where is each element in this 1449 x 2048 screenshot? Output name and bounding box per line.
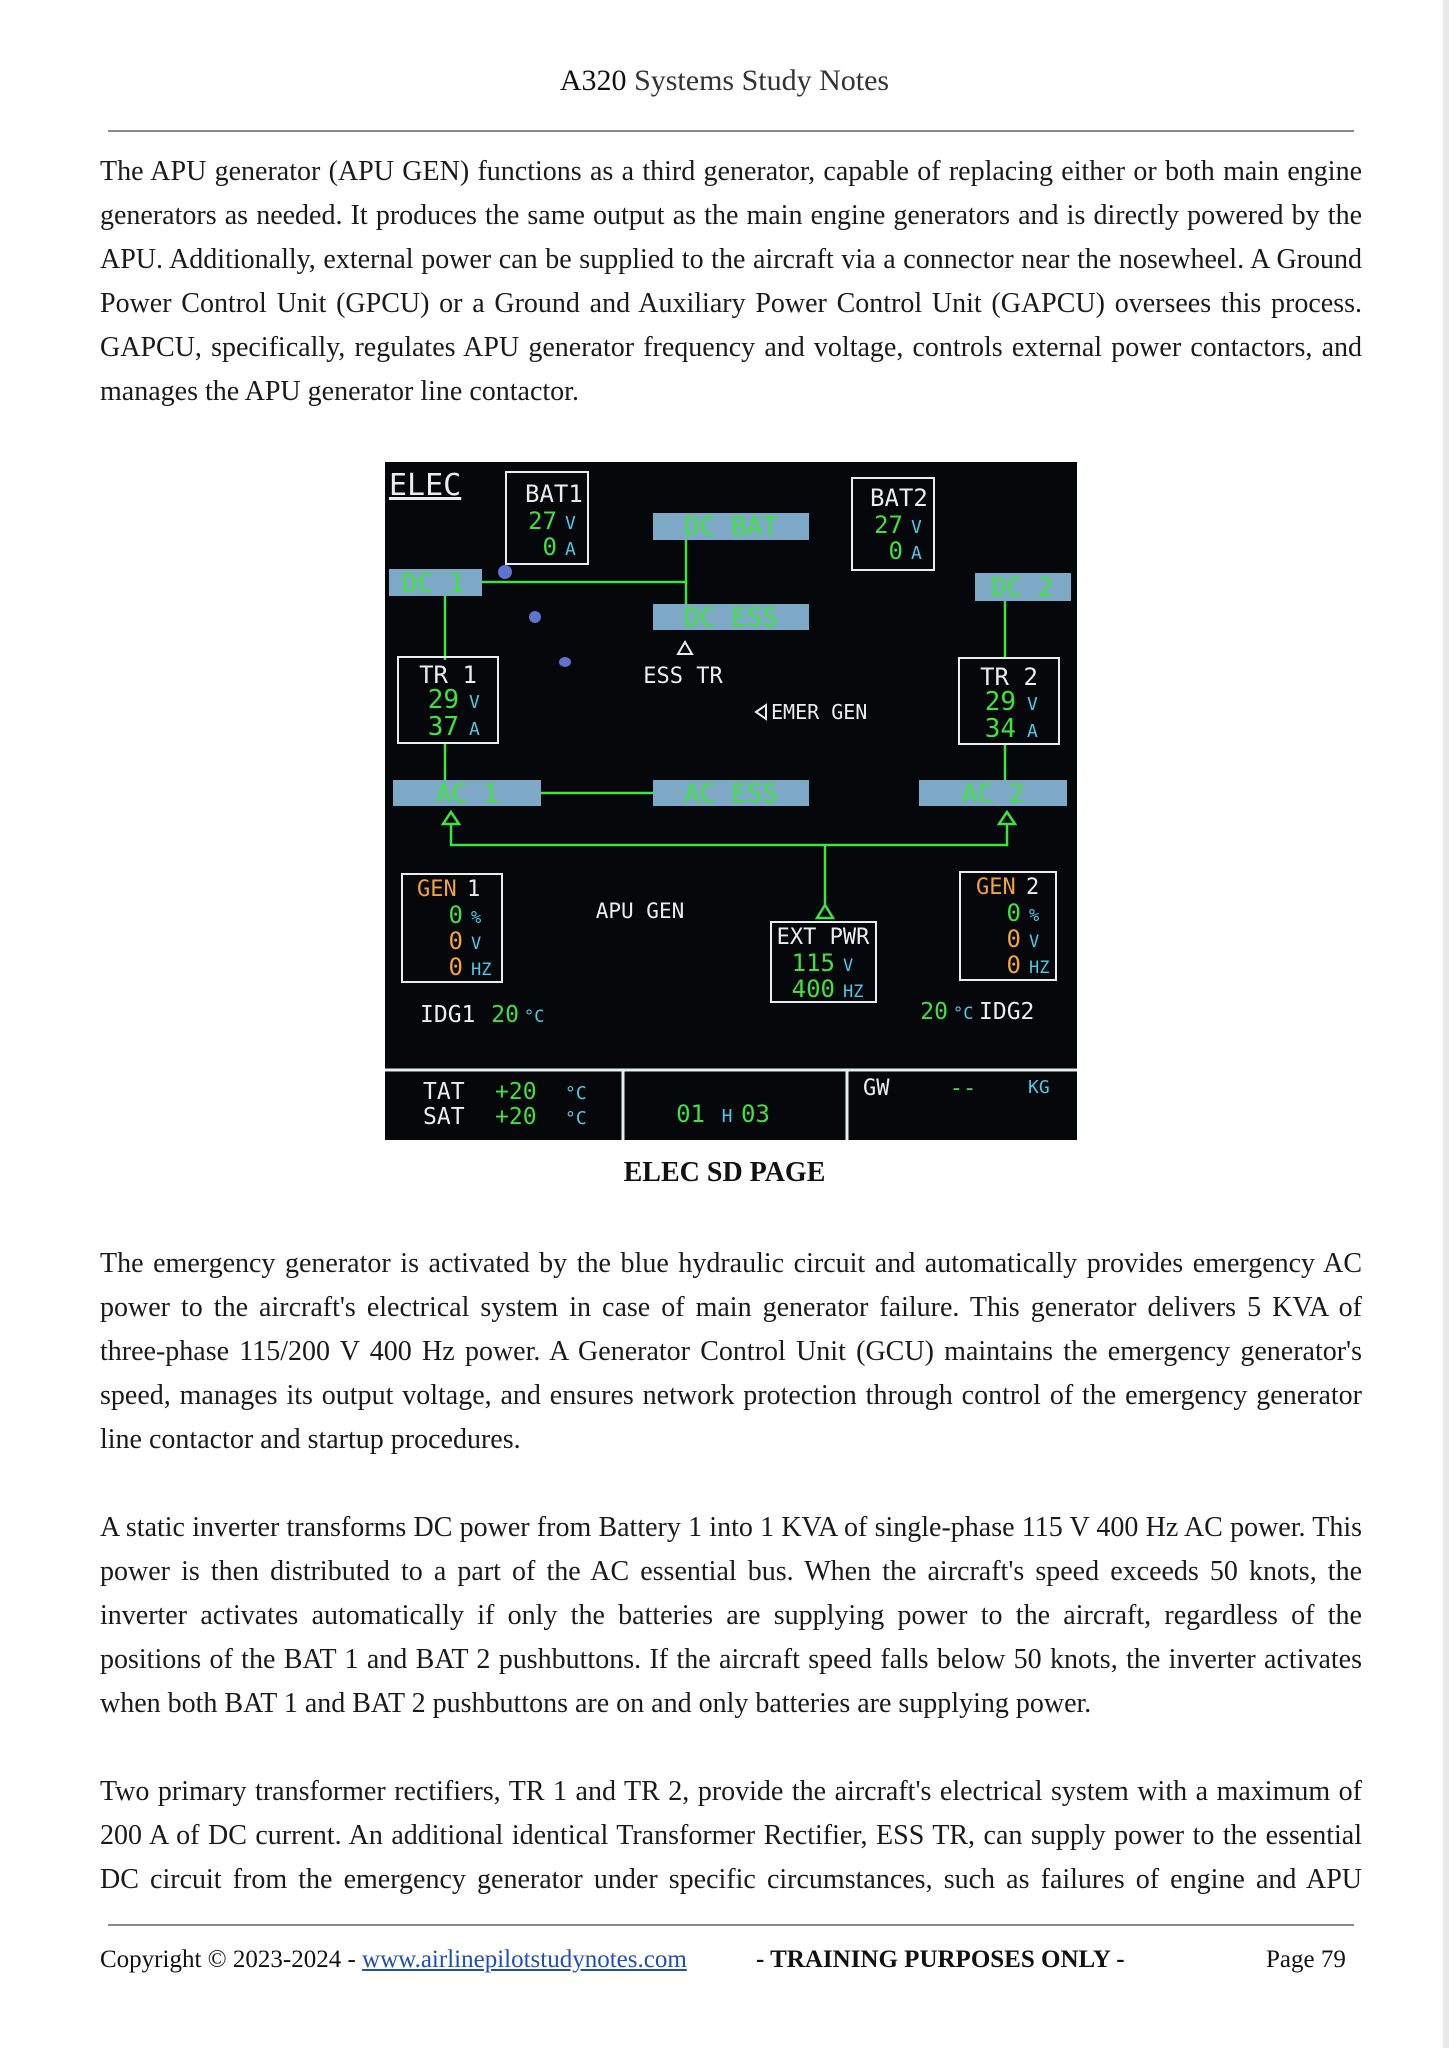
ext-pwr-hz-unit: HZ — [843, 982, 864, 1002]
paragraph-emer-gen: The emergency generator is activated by the blue hydraulic circuit and automatically provides emergency AC power to the aircraft's electrical system in case of main generator failure. This generator delivers 5 KVA of three-phase 115/200 V 400 Hz power. A Generator Control Unit (GCU) maintains the emergency generator's speed, manages its output voltage, and ensures network protection through control of the emergency generator line contactor and startup procedures. — [100, 1248, 1362, 1455]
header-title-rest: Systems Study Notes — [634, 64, 890, 97]
time-minutes: 03 — [741, 1100, 770, 1128]
gen1-hz-unit: HZ — [471, 960, 492, 980]
tat-value: +20 — [495, 1079, 537, 1105]
gen1-volts: 0 — [448, 927, 463, 955]
gw-value: -- — [949, 1076, 977, 1101]
tat-unit: °C — [565, 1083, 587, 1104]
ext-pwr-freq: 400 — [791, 975, 835, 1003]
paragraph-transformer-rectifiers: Two primary transformer rectifiers, TR 1 and TR 2, provide the aircraft's electrical system with a maximum of 200 A of DC current. An additional identical Transformer Rectifier, ESS TR, can supply power to the essential DC circuit from the emergency generator under specific circumstances, such as failures of engine and APU — [100, 1776, 1362, 1895]
gw-unit: KG — [1028, 1077, 1050, 1098]
bat1-num: 1 — [568, 480, 583, 508]
gen1-pct-unit: % — [471, 908, 482, 928]
gen2-label: GEN — [976, 875, 1016, 900]
idg2-temp: 20 — [920, 999, 948, 1025]
header-title-bold: A320 — [559, 64, 627, 97]
copyright-text: Copyright © 2023-2024 - — [100, 1946, 356, 1973]
bat2-label: BAT — [870, 484, 914, 512]
ext-pwr-volts: 115 — [791, 949, 835, 977]
elec-page-title: ELEC — [389, 468, 462, 503]
tr1-amps: 37 — [427, 712, 459, 742]
tr2-label: TR 2 — [980, 663, 1038, 691]
svg-text:BAT1 — [525, 480, 583, 508]
glare-dot — [529, 611, 541, 623]
bat1-volt-unit: V — [565, 513, 576, 534]
gen1-num: 1 — [467, 877, 481, 902]
page-header — [0, 64, 1449, 98]
bus-dc2-label: DC 2 — [990, 573, 1054, 603]
ess-tr-label: ESS TR — [643, 664, 723, 689]
paragraph-apu-gen: The APU generator (APU GEN) functions as a third generator, capable of replacing either or both main engine generators as needed. It produces the same output as the main engine generators and is directly powered by the APU. Additionally, external power can be supplied to the aircraft via a connector near the nosewheel. A Ground Power Control Unit (GPCU) or a Ground and Auxiliary Power Control Unit (GAPCU) oversees this process. GAPCU, specifically, regulates APU generator frequency and voltage, controls external power contactors, and manages the APU generator line contactor. — [100, 156, 1362, 407]
bat2-volts: 27 — [874, 511, 903, 539]
ext-pwr-volt-unit: V — [843, 956, 854, 976]
bat2-volt-unit: V — [911, 517, 922, 538]
bat2-amps: 0 — [888, 537, 903, 565]
idg2-temp-unit: °C — [953, 1004, 974, 1024]
training-notice: - TRAINING PURPOSES ONLY - — [756, 1946, 1125, 1973]
elec-sd-figure — [385, 462, 1077, 1140]
tr2-amp-unit: A — [1027, 721, 1038, 742]
tat-label: TAT — [423, 1079, 465, 1105]
sat-label: SAT — [423, 1104, 465, 1130]
gen1-freq: 0 — [448, 953, 463, 981]
idg1-temp: 20 — [491, 1002, 519, 1028]
website-link[interactable]: www.airlinepilotstudynotes.com — [362, 1946, 687, 1973]
sat-value: +20 — [495, 1104, 537, 1130]
emer-gen-label: EMER GEN — [771, 700, 868, 724]
paragraph-static-inverter: A static inverter transforms DC power from Battery 1 into 1 KVA of single-phase 115 V 400 Hz AC power. This power is then distributed to a part of the AC essential bus. When the aircraft's speed exceeds 50 knots, the inverter activates automatically if only the batteries are supplying power to the aircraft, regardless of the positions of the BAT 1 and BAT 2 pushbuttons. If the aircraft speed falls below 50 knots, the inverter activates when both BAT 1 and BAT 2 pushbuttons are on and only batteries are supplying power. — [100, 1512, 1362, 1719]
sat-unit: °C — [565, 1108, 587, 1129]
time-hours: 01 — [676, 1100, 705, 1128]
tr2-volts: 29 — [984, 687, 1016, 717]
footer-rule — [108, 1924, 1354, 1926]
bat1-amps: 0 — [542, 533, 557, 561]
header-rule — [108, 130, 1354, 132]
gen1-load: 0 — [448, 901, 463, 929]
bus-dc1-label: DC 1 — [401, 569, 465, 599]
glare-dot — [498, 565, 512, 579]
gen2-load: 0 — [1006, 899, 1021, 927]
bus-ac2-label: AC 2 — [961, 779, 1025, 809]
tr1-volt-unit: V — [469, 692, 480, 713]
bus-dc-ess-label: DC ESS — [684, 603, 778, 633]
gen1-label: GEN — [417, 877, 457, 902]
bus-ac-ess-label: AC ESS — [684, 779, 778, 809]
page-number: Page 79 — [1266, 1946, 1346, 1973]
bat1-label: BAT — [525, 480, 569, 508]
bat1-volts: 27 — [528, 507, 557, 535]
idg1-label: IDG1 — [420, 1002, 476, 1028]
tr1-volts: 29 — [427, 685, 459, 715]
bus-ac1-label: AC 1 — [435, 779, 499, 809]
bat2-amp-unit: A — [911, 543, 922, 564]
figure-caption: ELEC SD PAGE — [623, 1157, 826, 1188]
ext-pwr-label: EXT PWR — [776, 925, 870, 950]
svg-text:BAT2 — [870, 484, 928, 512]
footer-copyright — [100, 1946, 687, 1974]
bus-dc-bat-label: DC BAT — [684, 512, 778, 542]
gen2-volt-unit: V — [1029, 932, 1040, 952]
tr1-amp-unit: A — [469, 719, 480, 740]
idg2-label: IDG2 — [979, 999, 1035, 1025]
apu-gen-label: APU GEN — [595, 899, 685, 923]
gen1-volt-unit: V — [471, 934, 482, 954]
idg1-temp-unit: °C — [524, 1007, 545, 1027]
gen2-pct-unit: % — [1029, 906, 1040, 926]
tr2-amps: 34 — [984, 714, 1016, 744]
elec-sd-diagram — [385, 462, 1077, 1140]
time-hour-unit: H — [721, 1106, 733, 1127]
bat2-num: 2 — [913, 484, 928, 512]
gen2-num: 2 — [1026, 875, 1040, 900]
tr2-volt-unit: V — [1027, 694, 1038, 715]
gw-label: GW — [863, 1076, 890, 1101]
bat1-amp-unit: A — [565, 539, 576, 560]
gen2-freq: 0 — [1006, 951, 1021, 979]
page-edge — [1443, 0, 1449, 2048]
tr1-label: TR 1 — [419, 661, 477, 689]
gen2-hz-unit: HZ — [1029, 958, 1050, 978]
glare-dot — [559, 657, 571, 667]
gen2-volts: 0 — [1006, 925, 1021, 953]
